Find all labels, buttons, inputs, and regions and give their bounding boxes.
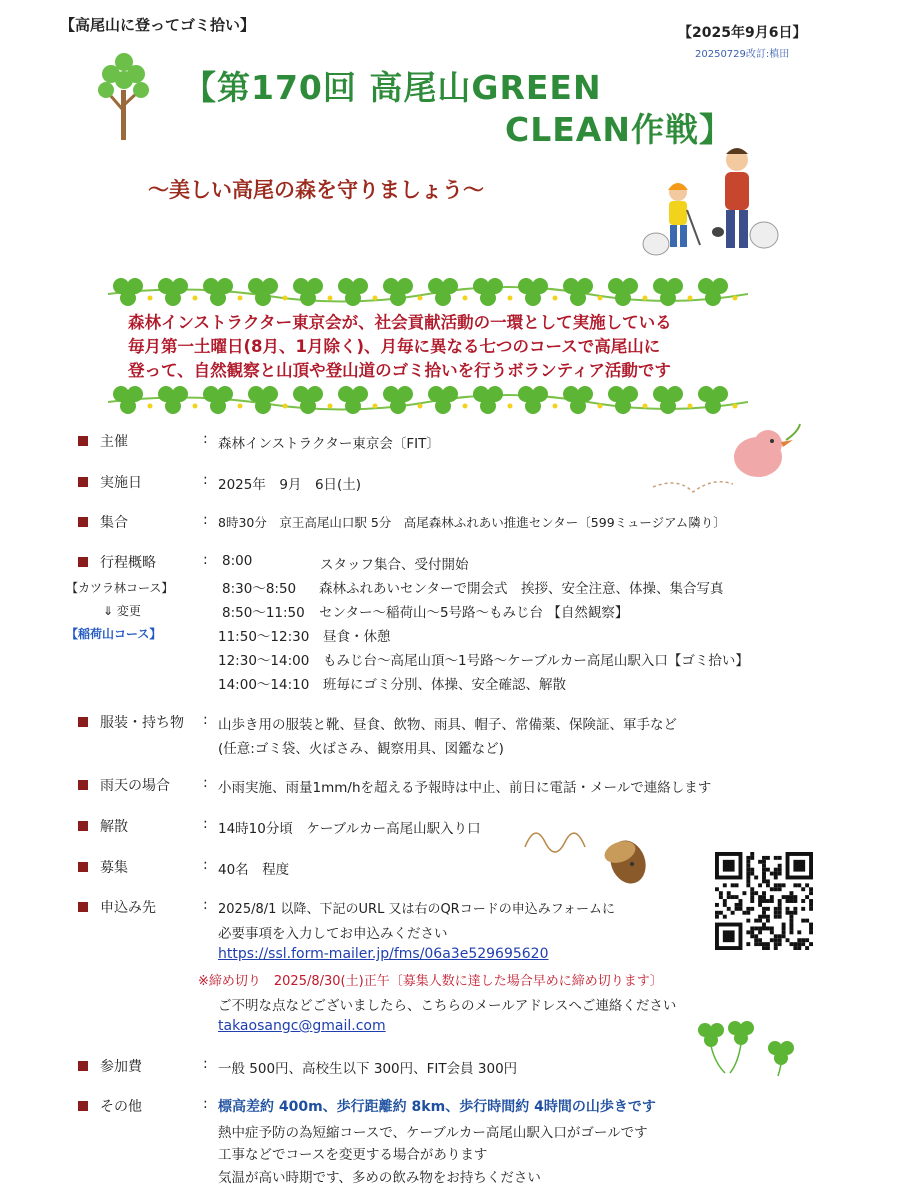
intro-text	[128, 311, 768, 383]
intro-line: 森林インストラクター東京会が、社会貢献活動の一環として実施している	[128, 313, 672, 332]
bullet-icon	[78, 517, 88, 527]
course-new-label: 【稲荷山コース】	[66, 627, 162, 641]
colon: :	[203, 512, 208, 528]
bullet-icon	[78, 717, 88, 727]
tree-illustration	[96, 50, 152, 142]
rain-label: 雨天の場合	[100, 778, 170, 794]
colon: :	[203, 1056, 208, 1072]
other-line2: 熱中症予防の為短縮コースで、ケーブルカー高尾山駅入口がゴールです	[218, 1125, 648, 1141]
other-line1: 標高差約 400m、歩行距離約 8km、歩行時間約 4時間の山歩きです	[218, 1099, 656, 1115]
course-old-label: 【カツラ林コース】	[66, 581, 174, 595]
email-link[interactable]: takaosangc@gmail.com	[218, 1018, 386, 1034]
page-title-line2: CLEAN作戦】	[505, 110, 733, 149]
deadline-note: ※締め切り 2025/8/30(土)正午〔募集人数に達した場合早めに締め切ります〕	[198, 974, 663, 989]
revision-note: 20250729改訂:槙田	[695, 49, 790, 60]
colon: :	[203, 897, 208, 913]
meeting-value: 8時30分 京王高尾山口駅 5分 高尾森林ふれあい推進センター〔599ミュージアム隣り〕	[218, 515, 726, 530]
itinerary-desc: もみじ台～高尾山頂～1号路～ケーブルカー高尾山駅入口【ゴミ拾い】	[323, 653, 749, 669]
bullet-icon	[78, 557, 88, 567]
itinerary-desc: センター～稲荷山～5号路～もみじ台 【自然観察】	[319, 605, 629, 621]
other-line4: 気温が高い時期です、多めの飲み物をお持ちください	[218, 1170, 541, 1186]
clothing-optional: (任意:ゴミ袋、火ばさみ、観察用具、図鑑など)	[218, 741, 504, 757]
page-title-line1: 【第170回 高尾山GREEN	[183, 68, 602, 107]
contact-note: ご不明な点などございましたら、こちらのメールアドレスへご連絡ください	[218, 998, 677, 1014]
fee-value: 一般 500円、高校生以下 300円、FIT会員 300円	[218, 1061, 518, 1077]
bullet-icon	[78, 436, 88, 446]
qr-code[interactable]	[715, 852, 813, 950]
itinerary-desc: 班毎にゴミ分別、体操、安全確認、解散	[323, 677, 566, 693]
bullet-icon	[78, 862, 88, 872]
bullet-icon	[78, 780, 88, 790]
colon: :	[203, 712, 208, 728]
itinerary-time: 8:50～11:50	[222, 605, 305, 621]
colon: :	[203, 857, 208, 873]
dismiss-value: 14時10分頃 ケーブルカー高尾山駅入り口	[218, 821, 481, 837]
clover-border-bottom	[108, 380, 748, 420]
itinerary-desc: スタッフ集合、受付開始	[320, 557, 469, 573]
colon: :	[203, 472, 208, 488]
rain-value: 小雨実施、雨量1mm/hを超える予報時は中止、前日に電話・メールで連絡します	[218, 780, 712, 796]
colon: :	[203, 775, 208, 791]
colon: :	[203, 1096, 208, 1112]
meeting-label: 集合	[100, 515, 128, 531]
apply-url-link[interactable]: https://ssl.form-mailer.jp/fms/06a3e529695620	[218, 946, 549, 962]
bullet-icon	[78, 821, 88, 831]
itinerary-time: 12:30～14:00	[218, 653, 310, 669]
bullet-icon	[78, 902, 88, 912]
clothing-label: 服装・持ち物	[100, 715, 184, 731]
bird-illustration	[648, 422, 808, 502]
header-tagline: 【高尾山に登ってゴミ拾い】	[60, 16, 256, 34]
bullet-icon	[78, 477, 88, 487]
itinerary-time: 8:30～8:50	[222, 581, 297, 597]
event-date: 【2025年9月6日】	[678, 25, 807, 41]
itinerary-desc: 森林ふれあいセンターで開会式 挨拶、安全注意、体操、集合写真	[319, 581, 724, 597]
date-value: 2025年 9月 6日(土)	[218, 477, 362, 493]
bullet-icon	[78, 1101, 88, 1111]
clothing-value: 山歩き用の服装と靴、昼食、飲物、雨具、帽子、常備薬、保険証、軍手など	[218, 717, 677, 733]
colon: :	[203, 552, 208, 568]
recruit-value: 40名 程度	[218, 862, 290, 878]
fee-label: 参加費	[100, 1059, 142, 1075]
bullet-icon	[78, 1061, 88, 1071]
course-change-label: ⇓ 変更	[103, 604, 141, 618]
apply-label: 申込み先	[100, 900, 156, 916]
colon: :	[203, 431, 208, 447]
itinerary-label: 行程概略	[100, 555, 156, 571]
itinerary-time: 11:50～12:30	[218, 629, 310, 645]
apply-line1: 2025/8/1 以降、下記のURL 又は右のQRコードの申込みフォームに	[218, 902, 616, 917]
intro-line: 毎月第一土曜日(8月、1月除く)、月毎に異なる七つのコースで高尾山に	[128, 337, 661, 356]
volunteers-illustration	[640, 140, 785, 265]
intro-line: 登って、自然観察と山頂や登山道のゴミ拾いを行うボランティア活動です	[128, 361, 671, 380]
itinerary-time: 14:00～14:10	[218, 677, 310, 693]
dismiss-label: 解散	[100, 819, 128, 835]
organizer-label: 主催	[100, 434, 128, 450]
page-subtitle: ～美しい高尾の森を守りましょう～	[148, 178, 484, 202]
acorn-illustration	[520, 822, 670, 892]
other-label: その他	[100, 1099, 142, 1115]
apply-line2: 必要事項を入力してお申込みください	[218, 926, 448, 942]
organizer-value: 森林インストラクター東京会〔FIT〕	[218, 436, 440, 452]
colon: :	[203, 816, 208, 832]
other-line3: 工事などでコースを変更する場合があります	[218, 1147, 488, 1163]
date-label: 実施日	[100, 475, 142, 491]
clover-border-top	[108, 272, 748, 312]
itinerary-desc: 昼食・休憩	[323, 629, 391, 645]
itinerary-time: 8:00	[222, 553, 253, 569]
recruit-label: 募集	[100, 860, 128, 876]
clover-illustration	[690, 1018, 800, 1078]
